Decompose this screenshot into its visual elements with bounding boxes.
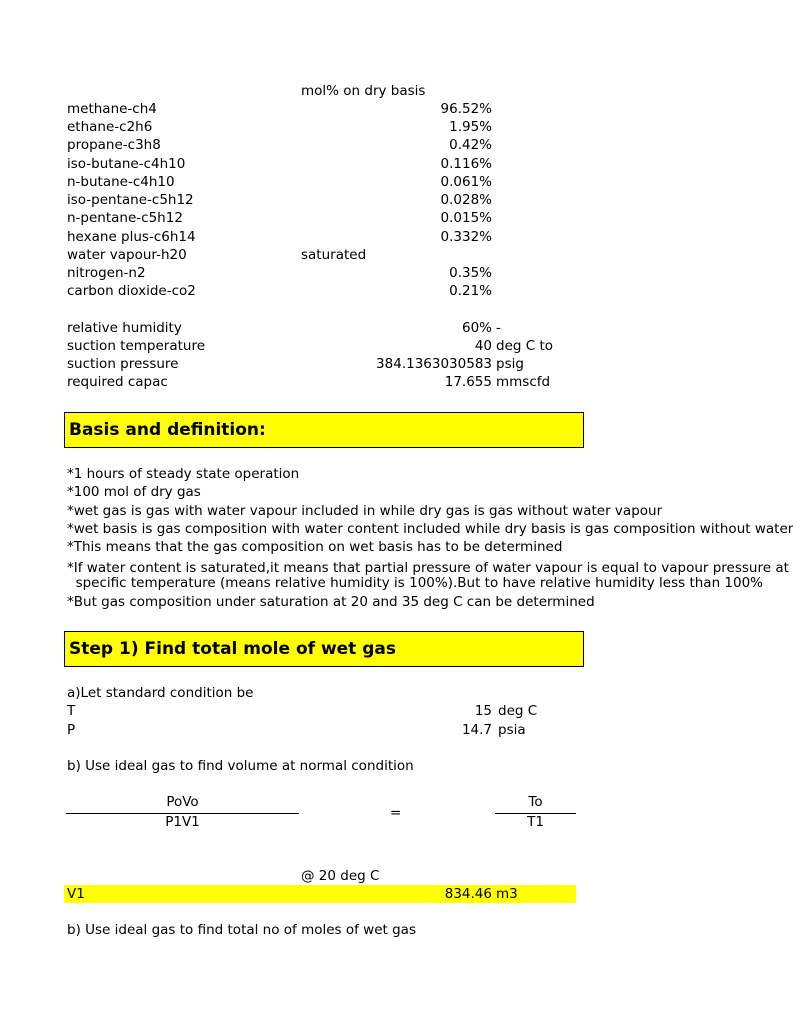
condition-unit: - — [496, 320, 501, 336]
component-name: n-pentane-c5h12 — [67, 210, 183, 226]
component-name: n-butane-c4h10 — [67, 174, 175, 190]
std-value: 15 — [474, 703, 492, 719]
condition-unit: psig — [496, 356, 524, 372]
component-value: 0.21% — [449, 283, 492, 299]
condition-name: suction pressure — [67, 356, 179, 372]
component-name: nitrogen-n2 — [67, 265, 146, 281]
equation-numerator-right: To — [528, 794, 543, 810]
basis-section-band — [64, 412, 584, 448]
condition-value: 40 — [474, 338, 492, 354]
std-unit: deg C — [498, 703, 538, 719]
basis-line: specific temperature (means relative humidity is 100%).But to have relative humidity less than 100% — [67, 575, 764, 591]
condition-value: 384.1363030583 — [376, 356, 492, 372]
component-name: water vapour-h20 — [67, 247, 187, 263]
result-name: V1 — [67, 886, 85, 902]
step1-title: Step 1) Find total mole of wet gas — [69, 639, 396, 659]
component-name: methane-ch4 — [67, 101, 157, 117]
step1-a-label: a)Let standard condition be — [67, 685, 254, 701]
std-unit: psia — [498, 722, 526, 738]
basis-line: *100 mol of dry gas — [67, 484, 201, 500]
condition-value: 17.655 — [444, 374, 492, 390]
at-condition-label: @ 20 deg C — [301, 868, 380, 884]
component-name: iso-butane-c4h10 — [67, 156, 186, 172]
basis-line: *This means that the gas composition on wet basis has to be determined — [67, 539, 563, 555]
basis-line: *wet gas is gas with water vapour included in while dry gas is gas without water vapour — [67, 503, 663, 519]
step1-b2-label: b) Use ideal gas to find total no of moles of wet gas — [67, 922, 416, 938]
basis-line: *But gas composition under saturation at 20 and 35 deg C can be determined — [67, 594, 595, 610]
component-name: ethane-c2h6 — [67, 119, 153, 135]
equation-denominator-left: P1V1 — [165, 814, 200, 830]
step1-section-band — [64, 631, 584, 667]
component-value: 0.028% — [440, 192, 492, 208]
component-value: 0.332% — [440, 229, 492, 245]
component-value: saturated — [301, 247, 367, 263]
basis-line: *1 hours of steady state operation — [67, 466, 300, 482]
component-value: 0.061% — [440, 174, 492, 190]
component-value: 0.35% — [449, 265, 492, 281]
condition-name: suction temperature — [67, 338, 206, 354]
condition-name: relative humidity — [67, 320, 182, 336]
condition-unit: mmscfd — [496, 374, 551, 390]
std-name: P — [67, 722, 76, 738]
condition-unit: deg C to — [496, 338, 554, 354]
basis-line: *wet basis is gas composition with water content included while dry basis is gas composition without water — [67, 521, 793, 537]
component-value: 96.52% — [440, 101, 492, 117]
component-name: carbon dioxide-co2 — [67, 283, 196, 299]
equation-equals: = — [390, 805, 402, 821]
component-name: iso-pentane-c5h12 — [67, 192, 194, 208]
std-name: T — [67, 703, 76, 719]
result-unit: m3 — [496, 886, 518, 902]
component-value: 0.42% — [449, 137, 492, 153]
condition-value: 60% — [461, 320, 492, 336]
result-value: 834.46 — [444, 886, 492, 902]
component-value: 1.95% — [449, 119, 492, 135]
condition-name: required capac — [67, 374, 168, 390]
component-name: propane-c3h8 — [67, 137, 161, 153]
component-value: 0.015% — [440, 210, 492, 226]
equation-numerator-left: PoVo — [166, 794, 199, 810]
equation-denominator-right: T1 — [527, 814, 544, 830]
component-name: hexane plus-c6h14 — [67, 229, 196, 245]
component-value: 0.116% — [440, 156, 492, 172]
std-value: 14.7 — [461, 722, 492, 738]
mol-percent-header: mol% on dry basis — [301, 83, 426, 99]
basis-title: Basis and definition: — [69, 420, 266, 440]
step1-b-label: b) Use ideal gas to find volume at normal condition — [67, 758, 414, 774]
basis-line: *If water content is saturated,it means that partial pressure of water vapour is equal to vapour pressure at — [67, 560, 789, 576]
